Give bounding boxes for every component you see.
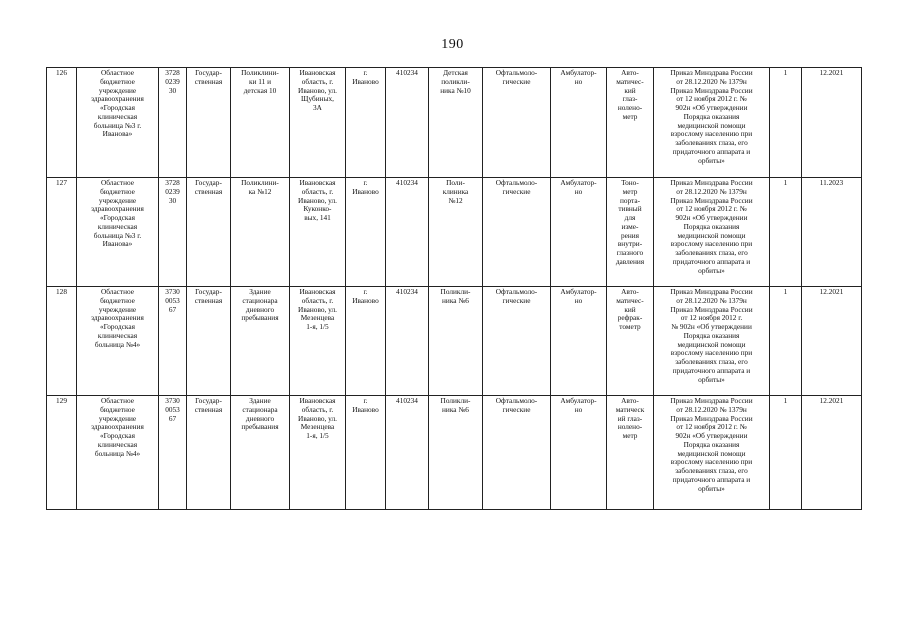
row-number: 129 [47,396,77,510]
care-conditions: Амбулатор- но [551,178,607,287]
registry-table [46,67,862,510]
facility-name: Здание стационара дневного пребывания [231,287,290,396]
table-row [47,287,862,396]
regulatory-basis: Приказ Минздрава России от 28.12.2020 № 1379н Приказ Минздрава России от 12 ноября 2012 г. № 902н «Об утверждении Порядка оказания медицинской помощи взрослому населению при заболеваниях глаза, его придаточного аппарата и орбиты» [654,396,770,510]
organization-name: Областное бюджетное учреждение здравоохранения «Городская клиническая больница №4» [77,287,159,396]
facility-name: Поликлини- ка №12 [231,178,290,287]
delivery-date: 11.2023 [802,178,862,287]
inn-code: 3728 0239 30 [159,178,187,287]
regulatory-basis: Приказ Минздрава России от 28.12.2020 № 1379н Приказ Минздрава России от 12 ноября 2012 г. № 902н «Об утверждении Порядка оказания медицинской помощи взрослому населению при заболеваниях глаза, его придаточного аппарата и орбиты» [654,68,770,178]
department-unit: Поликли- ника №6 [429,287,483,396]
city: г. Иваново [346,396,386,510]
quantity: 1 [770,396,802,510]
medical-profile: Офтальмоло- гические [483,178,551,287]
facility-address: Ивановская область, г. Иваново, ул. Щубиных, 3А [290,68,346,178]
facility-name: Поликлини- ки 11 и детская 10 [231,68,290,178]
organization-name: Областное бюджетное учреждение здравоохранения «Городская клиническая больница №3 г. Иванова» [77,68,159,178]
department-unit: Поли- клиника №12 [429,178,483,287]
regulatory-basis: Приказ Минздрава России от 28.12.2020 № 1379н Приказ Минздрава России от 12 ноября 2012 г. № 902н «Об утверждении Порядка оказания медицинской помощи взрослому населению при заболеваниях глаза, его придаточного аппарата и орбиты» [654,178,770,287]
city: г. Иваново [346,68,386,178]
quantity: 1 [770,68,802,178]
medical-profile: Офтальмоло- гические [483,68,551,178]
care-conditions: Амбулатор- но [551,287,607,396]
equipment-name: Тоно- метр порта- тивный для изме- рения внутри- глазного давления [607,178,654,287]
region-code: 410234 [386,178,429,287]
regulatory-basis: Приказ Минздрава России от 28.12.2020 № 1379н Приказ Минздрава России от 12 ноября 2012 г. № 902н «Об утверждении Порядка оказания медицинской помощи взрослому населению при заболеваниях глаза, его придаточного аппарата и орбиты» [654,287,770,396]
medical-profile: Офтальмоло- гические [483,396,551,510]
care-conditions: Амбулатор- но [551,68,607,178]
delivery-date: 12.2021 [802,396,862,510]
inn-code: 3730 0053 67 [159,287,187,396]
quantity: 1 [770,287,802,396]
ownership-form: Государ- ственная [187,68,231,178]
city: г. Иваново [346,287,386,396]
equipment-name: Авто- матичес- кий рефрак- тометр [607,287,654,396]
equipment-name: Авто- матическ ий глаз- нолено- метр [607,396,654,510]
page-number: 190 [441,37,464,52]
quantity: 1 [770,178,802,287]
row-number: 126 [47,68,77,178]
table-row [47,68,862,178]
delivery-date: 12.2021 [802,68,862,178]
equipment-name: Авто- матичес- кий глаз- нолено- метр [607,68,654,178]
department-unit: Поликли- ника №6 [429,396,483,510]
table-row [47,396,862,510]
row-number: 128 [47,287,77,396]
row-number: 127 [47,178,77,287]
inn-code: 3728 0239 30 [159,68,187,178]
region-code: 410234 [386,68,429,178]
inn-code: 3730 0053 67 [159,396,187,510]
ownership-form: Государ- ственная [187,178,231,287]
region-code: 410234 [386,396,429,510]
care-conditions: Амбулатор- но [551,396,607,510]
facility-address: Ивановская область, г. Иваново, ул. Мезенцева 1-я, 1/5 [290,396,346,510]
facility-name: Здание стационара дневного пребывания [231,396,290,510]
ownership-form: Государ- ственная [187,396,231,510]
facility-address: Ивановская область, г. Иваново, ул. Куконко- вых, 141 [290,178,346,287]
ownership-form: Государ- ственная [187,287,231,396]
delivery-date: 12.2021 [802,287,862,396]
facility-address: Ивановская область, г. Иваново, ул. Мезенцева 1-я, 1/5 [290,287,346,396]
table-row [47,178,862,287]
city: г. Иваново [346,178,386,287]
medical-profile: Офтальмоло- гические [483,287,551,396]
organization-name: Областное бюджетное учреждение здравоохранения «Городская клиническая больница №3 г. Иванова» [77,178,159,287]
department-unit: Детская поликли- ника №10 [429,68,483,178]
region-code: 410234 [386,287,429,396]
organization-name: Областное бюджетное учреждение здравоохранения «Городская клиническая больница №4» [77,396,159,510]
